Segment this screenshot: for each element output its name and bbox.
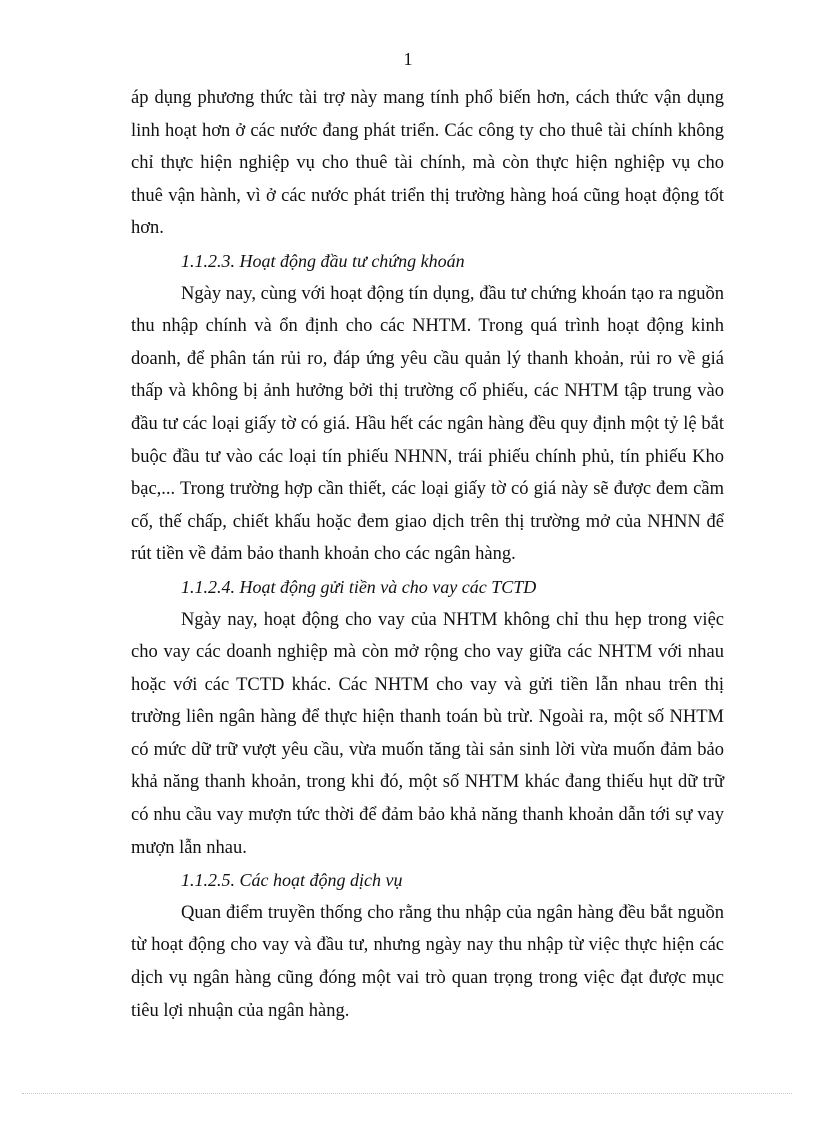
heading-services: 1.1.2.5. Các hoạt động dịch vụ (181, 870, 403, 891)
paragraph-securities-investment: Ngày nay, cùng với hoạt động tín dụng, đầu tư chứng khoán tạo ra nguồn thu nhập chính và ổn định cho các NHTM. Trong quá trình hoạt động kinh doanh, để phân tán rủi ro, đáp ứng yêu cầu quản lý thanh khoản, rủi ro về giá thấp và không bị ảnh hưởng bởi thị trường cổ phiếu, các NHTM tập trung vào đầu tư các loại giấy tờ có giá. Hầu hết các ngân hàng đều quy định một tỷ lệ bắt buộc đầu tư vào các loại tín phiếu NHNN, trái phiếu chính phủ, tín phiếu Kho bạc,... Trong trường hợp cần thiết, các loại giấy tờ có giá này sẽ được đem cầm cố, thế chấp, chiết khấu hoặc đem giao dịch trên thị trường mở của NHNN để rút tiền về đảm bảo thanh khoản cho các ngân hàng. (131, 283, 724, 565)
paragraph-lease-continuation: áp dụng phương thức tài trợ này mang tính phổ biến hơn, cách thức vận dụng linh hoạt hơn ở các nước đang phát triển. Các công ty cho thuê tài chính không chỉ thực hiện nghiệp vụ cho thuê tài chính, mà còn thực hiện nghiệp vụ cho thuê vận hành, vì ở các nước phát triển thị trường hàng hoá cũng hoạt động tốt hơn. (131, 88, 724, 239)
page-number: 1 (403, 49, 413, 69)
document-body (131, 82, 724, 1027)
paragraph-interbank-deposits-loans: Ngày nay, hoạt động cho vay của NHTM không chỉ thu hẹp trong việc cho vay các doanh nghiệp mà còn mở rộng cho vay giữa các NHTM với nhau hoặc với các TCTD khác. Các NHTM cho vay và gửi tiền lẫn nhau trên thị trường liên ngân hàng để thực hiện thanh toán bù trừ. Ngoài ra, một số NHTM có mức dữ trữ vượt yêu cầu, vừa muốn tăng tài sản sinh lời vừa muốn đảm bảo khả năng thanh khoản, trong khi đó, một số NHTM khác đang thiếu hụt dữ trữ có nhu cầu vay mượn tức thời để đảm bảo khả năng thanh khoản dẫn tới sự vay mượn lẫn nhau. (131, 609, 724, 858)
paragraph-services: Quan điểm truyền thống cho rằng thu nhập của ngân hàng đều bắt nguồn từ hoạt động cho vay và đầu tư, nhưng ngày nay thu nhập từ việc thực hiện các dịch vụ ngân hàng cũng đóng một vai trò quan trọng trong việc đạt được mục tiêu lợi nhuận của ngân hàng. (131, 902, 724, 1021)
footer-divider (22, 1093, 792, 1094)
heading-interbank-deposits-loans: 1.1.2.4. Hoạt động gửi tiền và cho vay các TCTD (181, 576, 537, 597)
heading-securities-investment: 1.1.2.3. Hoạt động đầu tư chứng khoán (181, 250, 465, 271)
